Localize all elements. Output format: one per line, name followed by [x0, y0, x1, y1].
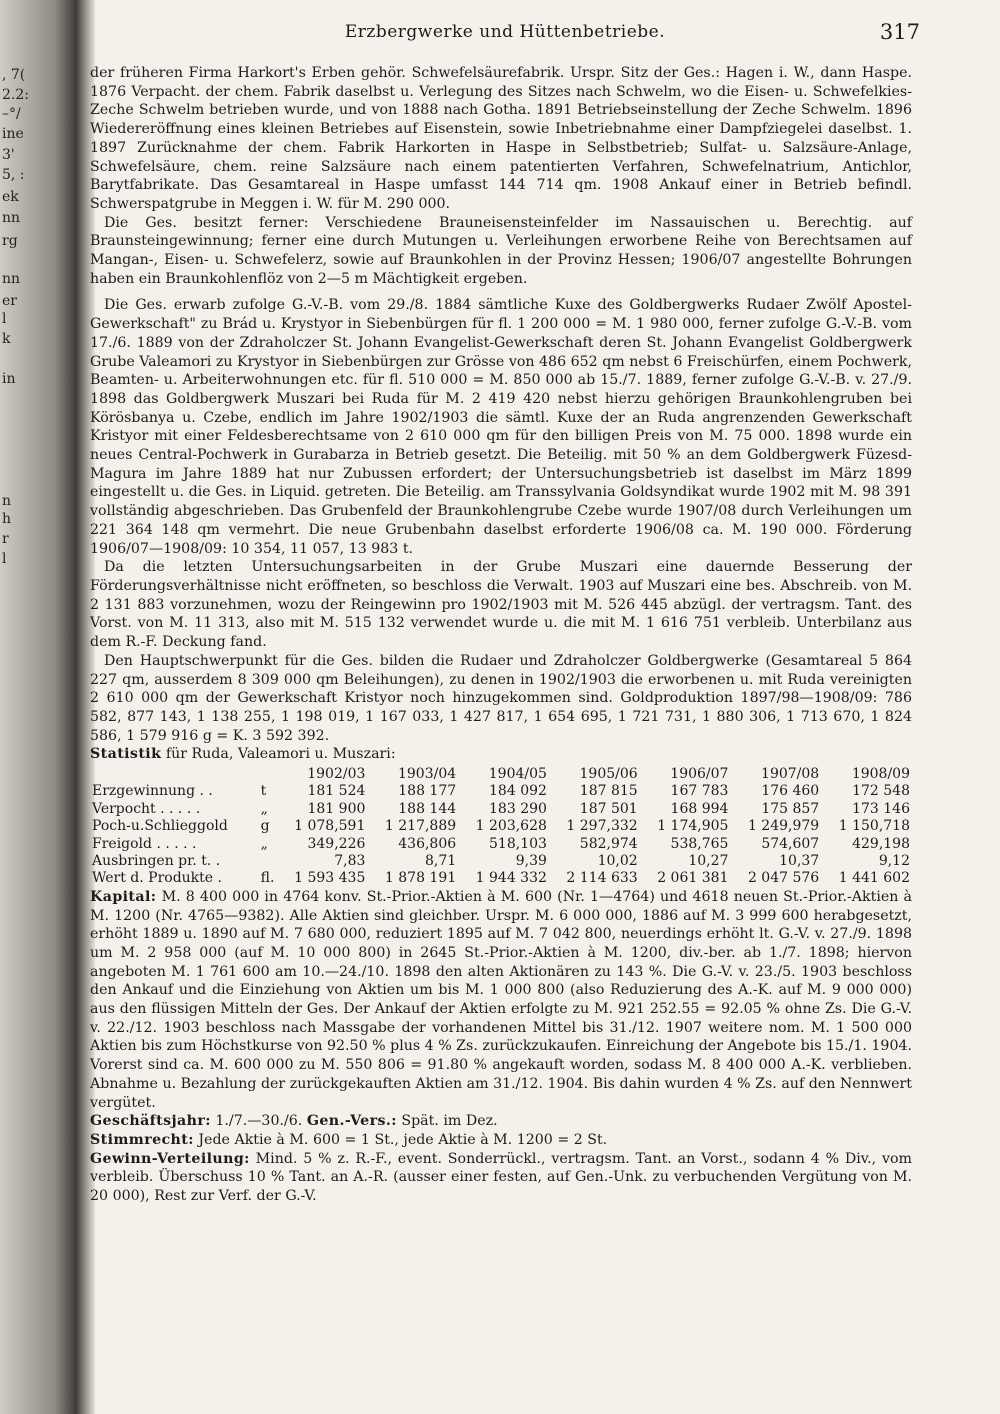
- statistik-cell: 10,27: [688, 853, 729, 870]
- statistik-cell: 9,12: [878, 853, 910, 870]
- gen-vers-label: Gen.-Vers.:: [306, 1113, 397, 1130]
- statistik-year-header: 1902/03: [307, 766, 366, 783]
- statistik-cell: 184 092: [489, 783, 547, 800]
- statistik-cell: 7,83: [334, 853, 366, 870]
- gutter-fragment: l: [2, 311, 7, 327]
- statistik-row: [90, 836, 912, 853]
- statistik-table: [90, 766, 912, 888]
- statistik-year-header: 1907/08: [761, 766, 820, 783]
- statistik-cell: 1 297,332: [566, 818, 638, 835]
- page-body: [90, 64, 912, 1404]
- statistik-cell: 181 900: [307, 800, 366, 817]
- statistik-cell: 188 144: [398, 800, 457, 817]
- statistik-cell: 187 501: [579, 800, 638, 817]
- statistik-cell: 582,974: [579, 835, 638, 852]
- statistik-row: [90, 818, 912, 835]
- statistik-cell: 1 217,889: [384, 818, 457, 835]
- statistik-cell: 1 441 602: [838, 870, 910, 887]
- stimmrecht-label: Stimmrecht:: [90, 1132, 194, 1148]
- statistik-year-header: 1904/05: [488, 766, 547, 783]
- statistik-intro: für Ruda, Valeamori u. Muszari:: [165, 746, 396, 763]
- statistik-year-header: 1906/07: [670, 766, 729, 783]
- statistik-header-row: [90, 766, 912, 783]
- gutter-fragment: ek: [2, 189, 19, 205]
- gewinn-label: Gewinn-Verteilung:: [90, 1150, 250, 1167]
- gewinn-paragraph: [90, 1150, 912, 1206]
- statistik-cell: 183 290: [489, 800, 547, 817]
- statistik-row: [90, 783, 912, 800]
- statistik-cell: 2 047 576: [747, 870, 820, 887]
- gutter-fragment: n: [2, 493, 12, 509]
- statistik-cell: 1 878 191: [384, 870, 457, 887]
- statistik-cell: 574,607: [761, 835, 820, 852]
- statistik-cell: 167 783: [670, 783, 729, 800]
- statistik-row-label: Ausbringen pr. t. .: [92, 853, 221, 870]
- statistik-cell: 8,71: [424, 853, 457, 870]
- statistik-cell: 1 249,979: [747, 818, 820, 835]
- statistik-row-label: Wert d. Produkte .: [92, 870, 222, 887]
- gutter-fragment: nn: [2, 210, 21, 226]
- gutter-fragment: –°/: [2, 106, 21, 122]
- statistik-cell: 538,765: [670, 835, 729, 852]
- statistik-cell: 173 146: [852, 800, 910, 817]
- statistik-cell: 181 524: [307, 783, 366, 800]
- statistik-cell: 1 203,628: [475, 818, 547, 835]
- statistik-cell: 188 177: [398, 783, 457, 800]
- statistik-cell: 176 460: [761, 783, 820, 800]
- statistik-cell: 10,02: [597, 853, 638, 870]
- paragraph-holdings: Die Ges. besitzt ferner: Verschiedene Brauneisensteinfelder im Nassauischen u. Berechtig. auf Braunsteingewinnung; ferner eine durch Mutungen u. Verleihungen erworbene Reihe von Berechtsamen auf Mangan-, Eisen- u. Schwefelerz, sowie auf Braunkohlen in der Provinz Hessen; 1906/07 angestellte Bohrungen haben ein Braunkohlenflöz von 2—5 m Mächtigkeit ergeben.: [90, 214, 912, 287]
- statistik-year-header: 1903/04: [397, 766, 457, 783]
- gutter-fragment: 3': [2, 147, 15, 163]
- gutter-fragment: 2.2:: [2, 87, 29, 103]
- gewinn-text: Mind. 5 % z. R.-F., event. Sonderrückl., vertragsm. Tant. an Vorst., sodann 4 % Div., vom verbleib. Überschuss 10 % Tant. an A.-R. (ausser einer festen, auf Gen.-Unk. zu verbuchenden Vergütung von M. 20 000), Rest zur Verf. der G.-V.: [90, 1150, 913, 1205]
- gutter-fragment: r: [2, 531, 9, 547]
- paragraph-acquisitions: Die Ges. erwarb zufolge G.-V.-B. vom 29./8. 1884 sämtliche Kuxe des Goldbergwerks Rudaer Zwölf Apostel-Gewerkschaft" zu Brád u. Krystyor in Siebenbürgen für fl. 1 200 000 = M. 1 980 000, ferner zufolge G.-V.-B. vom 17./6. 1889 von der Zdraholczer St. Johann Evangelist-Gewerkschaft deren St. Johann Evangelist Goldbergwerk Grube Valeamori zu Krystyor in Siebenbürgen zur Grösse von 486 652 qm nebst 6 Freischürfen, einem Pochwerk, Beamten- u. Arbeiterwohnungen etc. für fl. 510 000 = M. 850 000 ab 15./7. 1889, ferner zufolge G.-V.-B. v. 27./9. 1898 das Goldbergwerk Muszari bei Ruda für M. 2 419 420 nebst hierzu gehörigen Braunkohlengruben bei Körösbanya u. Czebe, endlich im Jahre 1902/1903 die sämtl. Kuxe der an Ruda angrenzenden Gewerkschaft Kristyor mit einer Feldesberechtsame von 2 610 000 qm für den billigen Preis von M. 75 000. 1898 wurde ein neues Central-Pochwerk in Gurabarza in Betrieb gesetzt. Die Beteilig. mit 50 % an dem Goldbergwerk Füzesd-Magura im Jahre 1889 hat nur Zubussen erfordert; der Untersuchungsbetrieb ist daselbst im März 1899 eingestellt u. die Ges. in Liquid. getreten. Die Beteilig. am Transsylvania Goldsyndikat wurde 1902 mit M. 98 391 vollständig abgeschrieben. Das Grubenfeld der Braunkohlengrube Czebe wurde 1907/08 durch Verleihungen um 221 364 148 qm vermehrt. Die neue Grubenbahn daselbst erforderte 1906/08 ca. M. 190 000. Förderung 1906/07—1908/09: 10 354, 11 057, 13 983 t.: [90, 297, 912, 557]
- statistik-label: Statistik: [90, 746, 162, 763]
- statistik-row-unit: t: [260, 783, 267, 800]
- statistik-year-header: 1905/06: [579, 766, 638, 783]
- statistik-heading: [90, 745, 912, 764]
- geschaeftsjahr-label: Geschäftsjahr:: [90, 1113, 211, 1130]
- gutter-fragment: er: [2, 293, 17, 309]
- geschaeftsjahr-text: 1./7.—30./6.: [215, 1113, 303, 1130]
- statistik-row: [90, 870, 912, 887]
- gutter-fragment: in: [2, 371, 16, 387]
- paragraph-gold-production: Den Hauptschwerpunkt für die Ges. bilden die Rudaer und Zdraholczer Goldbergwerke (Gesamtareal 5 864 227 qm, ausserdem 8 309 000 qm Beleihungen), zu denen in 1902/1903 die erworbenen u. mit Ruda vereinigten 2 610 000 qm der Gewerkschaft Kristyor noch hinzugekommen sind. Goldproduktion 1897/98—1908/09: 786 582, 877 143, 1 138 255, 1 198 019, 1 167 033, 1 427 817, 1 654 695, 1 721 731, 1 880 306, 1 713 670, 1 824 586, 1 579 916 g = K. 3 592 392.: [90, 652, 912, 744]
- statistik-row-unit: fl.: [260, 870, 275, 887]
- geschaeftsjahr-line: [90, 1112, 912, 1131]
- kapital-label: Kapital:: [90, 888, 157, 905]
- gutter-fragment: , 7(: [2, 67, 26, 83]
- statistik-cell: 2 061 381: [657, 870, 729, 887]
- paragraph-history: der früheren Firma Harkort's Erben gehör. Schwefelsäurefabrik. Urspr. Sitz der Ges.: Hagen i. W., dann Haspe. 1876 Verpacht. der chem. Fabrik daselbst u. Verlegung des Sitzes nach Schwelm, wo die Eisen- u. Schwefelkies-Zeche Schwelm betrieben wurde, und von 1888 nach Gotha. 1891 Betriebseinstellung der Zeche Schwelm. 1896 Wiedereröffnung eines kleinen Betriebes auf Eisenstein, sowie Inbetriebnahme einer Dampfziegelei daselbst. 1. 1897 Zurücknahme der chem. Fabrik Harkorten in Haspe in Selbstbetrieb; Sulfat- u. Salzsäure-Anlage, Schwefelsäure, chem. reine Salzsäure nach einem patentierten Verfahren, Schwefelnatrium, Antichlor, Barytfabrikate. Das Gesamtareal in Haspe umfasst 144 714 qm. 1908 Ankauf einer in Betrieb befindl. Schwerspatgrube in Meggen i. W. für M. 290 000.: [90, 65, 912, 212]
- statistik-cell: 175 857: [761, 800, 820, 817]
- statistik-cell: 1 078,591: [294, 818, 366, 835]
- paragraph-writeoff: Da die letzten Untersuchungsarbeiten in der Grube Muszari eine dauernde Besserung der Förderungsverhältnisse nicht eröffneten, so beschloss die Verwalt. 1903 auf Muszari eine bes. Abschreib. von M. 2 131 883 vorzunehmen, wozu der Reingewinn pro 1902/1903 mit M. 526 445 abzügl. der vertragsm. Tant. des Vorst. von M. 11 313, also mit M. 515 132 verwendet wurde u. die mit M. 1 616 751 verbleib. Unterbilanz aus dem R.-F. Deckung fand.: [90, 559, 912, 651]
- statistik-row-unit: g: [260, 818, 270, 835]
- stimmrecht-line: [90, 1131, 912, 1150]
- running-title: Erzbergwerke und Hüttenbetriebe.: [344, 22, 666, 42]
- statistik-cell: 9,39: [515, 853, 547, 870]
- kapital-text: M. 8 400 000 in 4764 konv. St.-Prior.-Aktien à M. 600 (Nr. 1—4764) und 4618 neuen St.-Prior.-Aktien à M. 1200 (Nr. 4765—9382). Alle Aktien sind gleichber. Urspr. M. 6 000 000, 1886 auf M. 3 999 600 herabgesetzt, erhöht 1889 u. 1890 auf M. 7 680 000, reduziert 1895 auf M. 7 042 800, neuerdings erhöht lt. G.-V. v. 27./9. 1898 um M. 2 958 000 (auf M. 10 000 800) in 2645 St.-Prior.-Aktien à M. 1200, div.-ber. ab 1./7. 1898; hiervon angeboten M. 1 761 600 am 10.—24./10. 1898 den alten Aktionären zu 143 %. Die G.-V. v. 23./5. 1903 beschloss den Ankauf und die Einziehung von Aktien um bis M. 1 000 800 (also Reduzierung des A.-K. auf M. 9 000 000) aus den flüssigen Mitteln der Ges. Der Ankauf der Aktien erfolgte zu M. 921 252.55 = 92.05 % ohne Zs. Die G.-V. v. 22./12. 1903 beschloss nach Massgabe der vorhandenen Mittel bis 31./12. 1907 weitere nom. M. 1 500 000 Aktien bis zum Höchstkurse von 92.50 % plus 4 % Zs. zurückzukaufen. Einreichung der Angebote bis 15./1. 1904. Vorerst sind ca. M. 600 000 zu M. 550 806 = 91.80 % angekauft worden, sodass M. 8 400 000 A.-K. verblieben. Abnahme u. Bezahlung der zurückgekauften Aktien am 31./12. 1904. Bis dahin wurden 4 % Zs. auf den Nennwert vergütet.: [90, 888, 913, 1111]
- kapital-paragraph: [90, 888, 912, 1112]
- statistik-cell: 10,37: [779, 853, 820, 870]
- statistik-row-unit: [259, 853, 277, 870]
- statistik-cell: 1 150,718: [838, 818, 910, 835]
- statistik-cell: 518,103: [489, 835, 547, 852]
- statistik-row-unit: „: [260, 800, 268, 817]
- statistik-cell: 172 548: [852, 783, 910, 800]
- stimmrecht-text: Jede Aktie à M. 600 = 1 St., jede Aktie à M. 1200 = 2 St.: [198, 1132, 608, 1148]
- statistik-row-label: Verpocht . . . . .: [92, 800, 201, 817]
- page-header: [90, 20, 920, 50]
- statistik-cell: 1 593 435: [294, 870, 366, 887]
- statistik-body: [90, 783, 912, 887]
- statistik-cell: 1 174,905: [657, 818, 729, 835]
- statistik-cell: 187 815: [579, 783, 638, 800]
- gutter-fragment: h: [2, 511, 12, 527]
- statistik-cell: 168 994: [670, 800, 729, 817]
- statistik-cell: 1 944 332: [475, 870, 547, 887]
- gutter-fragment: l: [2, 551, 7, 567]
- gen-vers-text: Spät. im Dez.: [401, 1113, 498, 1130]
- page-number: 317: [879, 20, 920, 44]
- gutter-fragment: ine: [2, 126, 24, 142]
- statistik-row-label: Erzgewinnung . .: [92, 783, 213, 800]
- statistik-cell: 349,226: [307, 835, 366, 852]
- statistik-row: [90, 853, 912, 870]
- statistik-cell: 436,806: [398, 835, 457, 852]
- statistik-row-label: Poch-u.Schlieggold: [92, 818, 228, 835]
- statistik-row-unit: „: [260, 835, 268, 852]
- gutter-fragment: rg: [2, 233, 18, 249]
- statistik-cell: 2 114 633: [566, 870, 638, 887]
- gutter-fragment: nn: [2, 271, 21, 287]
- statistik-row-label: Freigold . . . . .: [92, 835, 197, 852]
- statistik-year-header: 1908/09: [851, 766, 910, 783]
- statistik-cell: 429,198: [852, 835, 910, 852]
- statistik-row: [90, 801, 912, 818]
- gutter-fragment: 5, :: [2, 167, 25, 183]
- gutter-fragment: k: [2, 331, 11, 347]
